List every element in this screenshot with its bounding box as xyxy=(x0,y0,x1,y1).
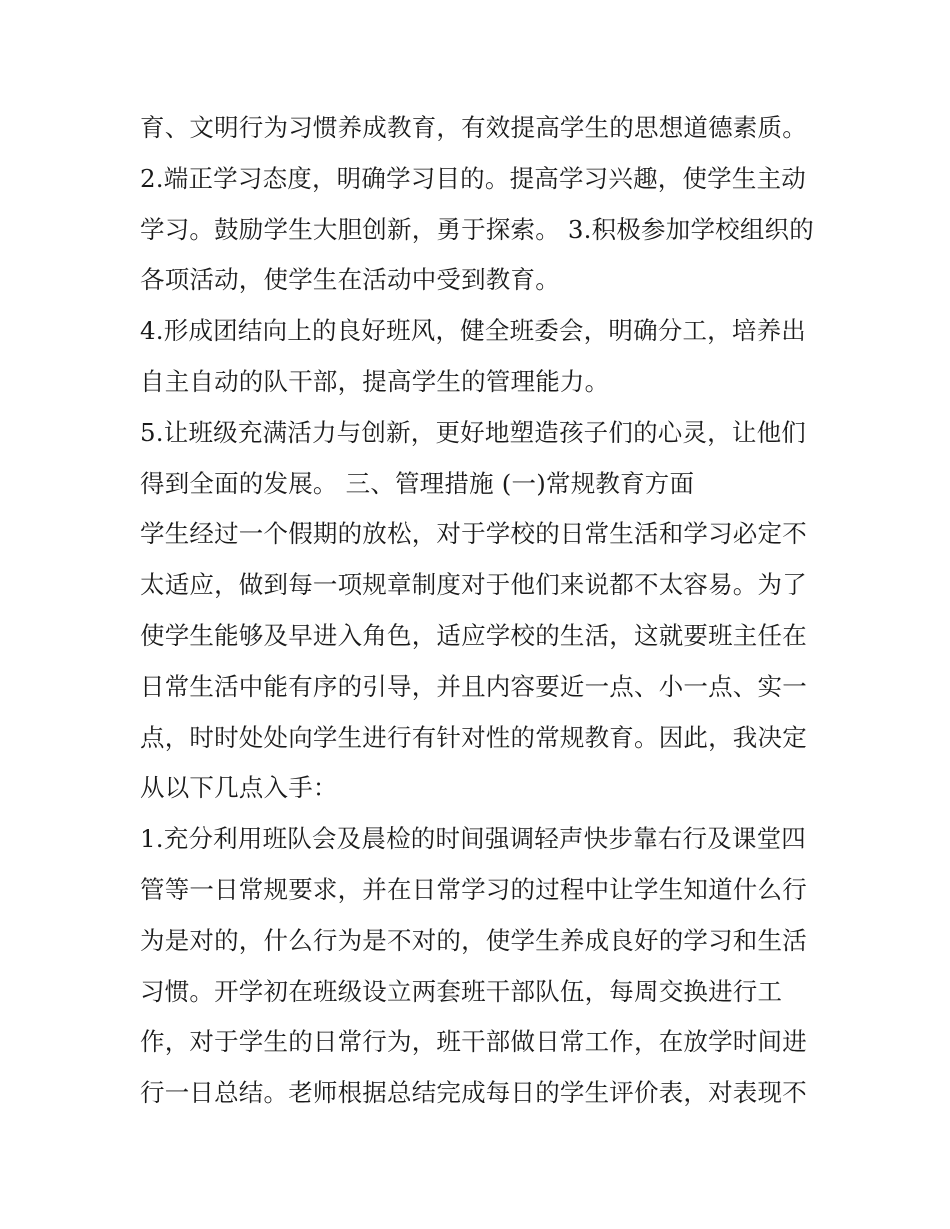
text-line-8: 得到全面的发展。 三、管理措施 (一)常规教育方面 xyxy=(140,468,695,498)
text-line-12: 日常生活中能有序的引导，并且内容要近一点、小一点、实一 xyxy=(140,671,807,701)
text-line-2: 2.端正学习态度，明确学习目的。提高学习兴趣，使学生主动 xyxy=(140,163,806,193)
text-line-15: 1.充分利用班队会及晨检的时间强调轻声快步靠右行及课堂四 xyxy=(140,824,806,854)
text-line-4: 各项活动，使学生在活动中受到教育。 xyxy=(140,265,560,295)
text-line-6: 自主自动的队干部，提高学生的管理能力。 xyxy=(140,366,610,396)
text-line-18: 习惯。开学初在班级设立两套班干部队伍，每周交换进行工 xyxy=(140,976,783,1006)
text-line-5: 4.形成团结向上的良好班风，健全班委会，明确分工，培养出 xyxy=(140,316,806,346)
text-line-17: 为是对的，什么行为是不对的，使学生养成良好的学习和生活 xyxy=(140,925,807,955)
text-line-13: 点，时时处处向学生进行有针对性的常规教育。因此，我决定 xyxy=(140,722,807,752)
text-line-11: 使学生能够及早进入角色，适应学校的生活，这就要班主任在 xyxy=(140,620,807,650)
text-line-16: 管等一日常规要求，并在日常学习的过程中让学生知道什么行 xyxy=(140,874,807,904)
body-text xyxy=(140,103,820,1119)
text-line-10: 太适应，做到每一项规章制度对于他们来说都不太容易。为了 xyxy=(140,570,807,600)
text-line-14: 从以下几点入手： xyxy=(140,773,338,803)
text-line-1: 育、文明行为习惯养成教育，有效提高学生的思想道德素质。 xyxy=(140,113,807,142)
text-line-3: 学习。鼓励学生大胆创新，勇于探索。 3.积极参加学校组织的 xyxy=(140,214,814,244)
text-line-19: 作，对于学生的日常行为，班干部做日常工作，在放学时间进 xyxy=(140,1027,807,1057)
text-line-20: 行一日总结。老师根据总结完成每日的学生评价表，对表现不 xyxy=(140,1078,807,1108)
text-line-7: 5.让班级充满活力与创新，更好地塑造孩子们的心灵，让他们 xyxy=(140,417,806,447)
text-line-9: 学生经过一个假期的放松，对于学校的日常生活和学习必定不 xyxy=(140,519,807,549)
